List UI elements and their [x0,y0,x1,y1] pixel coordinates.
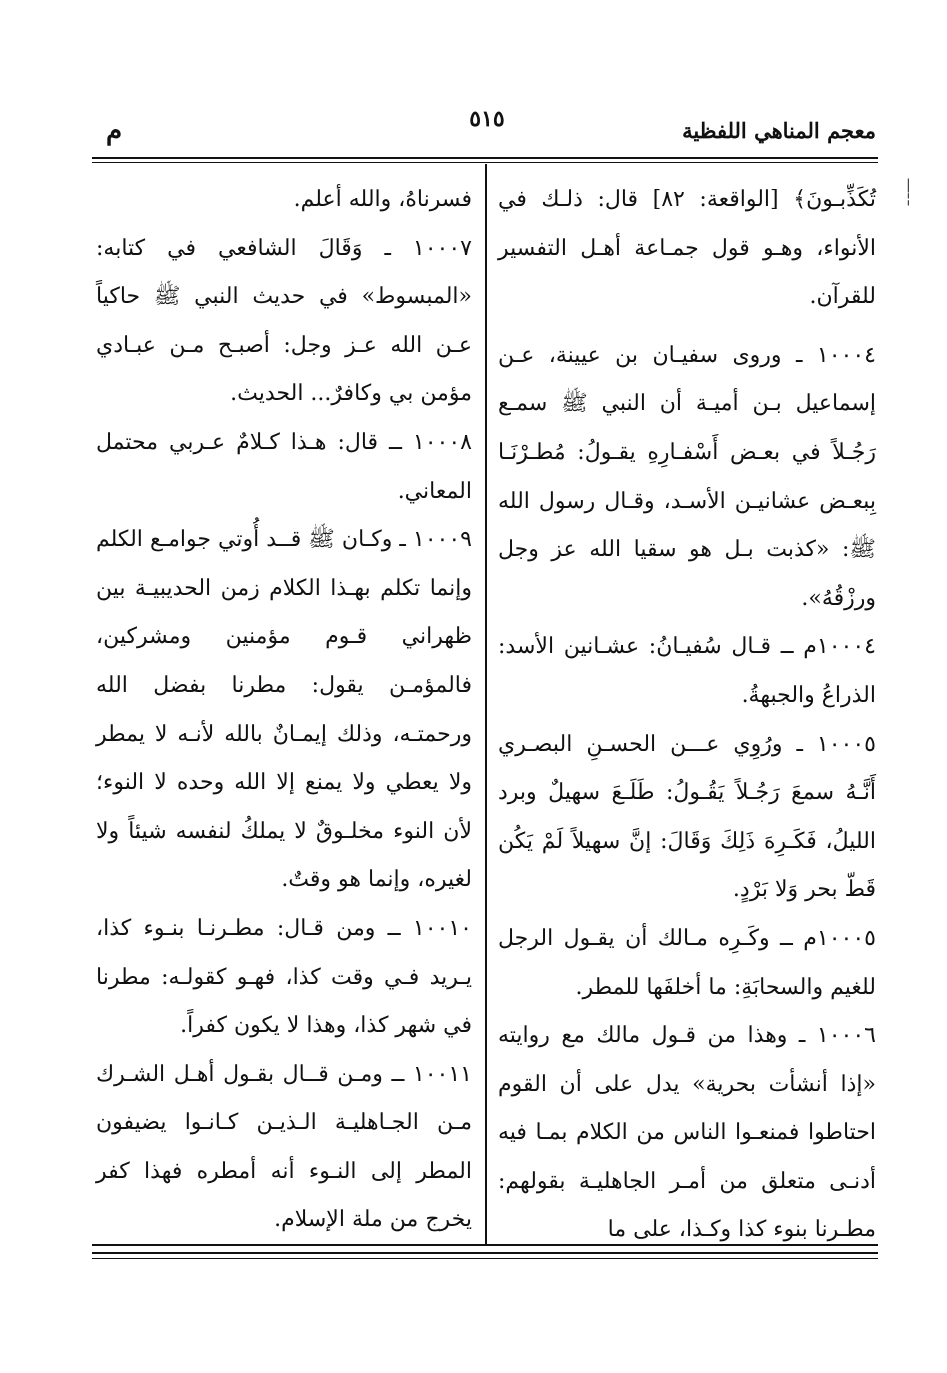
paragraph: ١٠٠٠٥م ــ وكَـرِه مـالك أن يقـول الرجل للغيم والسحابَةِ: ما أخلفَها للمطر. [498,925,876,1000]
paragraph: ١٠٠٠٥ ـ ورُوِي عـــن الحسـنِ البصـري أَنَّـهُ سمعَ رَجُـلاً يَقُـولُ: طَلَـعَ سهيلٌ وبرد الليلُ، فَكَـرِهَ ذَلِكَ وَقَالَ: إنَّ سهيلاً لَمْ يَكُن قَطّ بحر وَلا بَرْدٍ. [498,731,876,903]
running-title: معجم المناهي اللفظية [682,118,876,143]
footer-rule-thin [92,1258,878,1259]
page-number: ٥١٥ [469,106,505,132]
right-column [498,176,876,1255]
paragraph: ١٠٠١١ ــ ومـن قــال بقـول أهـل الشـرك مـن الجـاهليـة الـذيـن كـانـوا يضيفون المطر إلى النـوء أنه أمطره فهذا كفر يخرج من ملة الإسلام. [96,1061,472,1233]
side-mark: م [106,116,123,146]
header-rule [92,157,878,159]
margin-tick-mark: | ¦ [906,177,911,207]
paragraph: ١٠٠٠٧ ـ وَقَالَ الشافعي في كتابه: «المبسوط» في حديث النبي ﷺ حاكياً عـن الله عـز وجل: أصبـح مـن عبـادي مؤمن بي وكافرٌ... الحديث. [96,235,472,407]
paragraph: فسرناهُ، والله أعلم. [293,187,472,212]
footer-rule [92,1252,878,1254]
footer-rule [92,1244,878,1246]
paragraph: ١٠٠١٠ ــ ومن قـال: مطـرنـا بنـوء كذا، يـريد فـي وقت كذا، فهـو كقولـه: مطرنا في شهر كذا، وهذا لا يكون كفراً. [96,915,472,1039]
column-divider [485,164,487,1244]
paragraph: تُكَذِّبـونَ﴾ [الواقعة: ٨٢] قال: ذلـك في الأنواء، وهـو قول جمـاعة أهـل التفسير للقرآن. [498,187,876,310]
paragraph: ١٠٠٠٤ ـ وروى سفيـان بن عيينة، عـن إسماعيل بـن أميـة أن النبي ﷺ سمـع رَجُـلاً في بعـض أَسْفـارِهِ يقـولُ: مُطـرْنَـا بِبعـض عشانيـن الأسـد، وقـال رسول الله ﷺ: «كذبت بـل هو سقيا الله عز وجل ورزْقُهُ». [498,342,876,611]
header-rule-thin [92,162,878,163]
paragraph: ١٠٠٠٩ ـ وكـان ﷺ قــد أُوتي جوامـع الكلم وإنما تكلم بهـذا الكلام زمن الحديبيـة بين ظهراني قـوم مؤمنين ومشركين، فالمؤمـن يقول: مطرنا بفضل الله ورحمتـه، وذلك إيمـانٌ بالله لأنـه لا يمطر ولا يعطي ولا يمنع إلا الله وحده لا النوء؛ لأن النوء مخلـوقٌ لا يملكُ لنفسه شيئاً ولا لغيره، وإنما هو وقتٌ. [96,527,472,893]
paragraph: ١٠٠٠٤م ــ قـال سُفيـانُ: عشـانين الأسد: الذراعُ والجبهةُ. [498,634,876,708]
page-header [92,98,882,160]
left-column [96,176,472,1245]
paragraph: ١٠٠٠٦ ـ وهذا من قـول مالك مع روايته «إذا أنشأت بحرية» يدل على أن القوم احتاطوا فمنعـوا الناس من الكلام بمـا فيه أدنـى متعلق من أمـر الجاهليـة بقولهم: مطـرنا بنوء كذا وكـذا، على ما [498,1023,876,1243]
paragraph: ١٠٠٠٨ ــ قال: هـذا كـلامٌ عـربي محتمل المعاني. [96,429,472,504]
